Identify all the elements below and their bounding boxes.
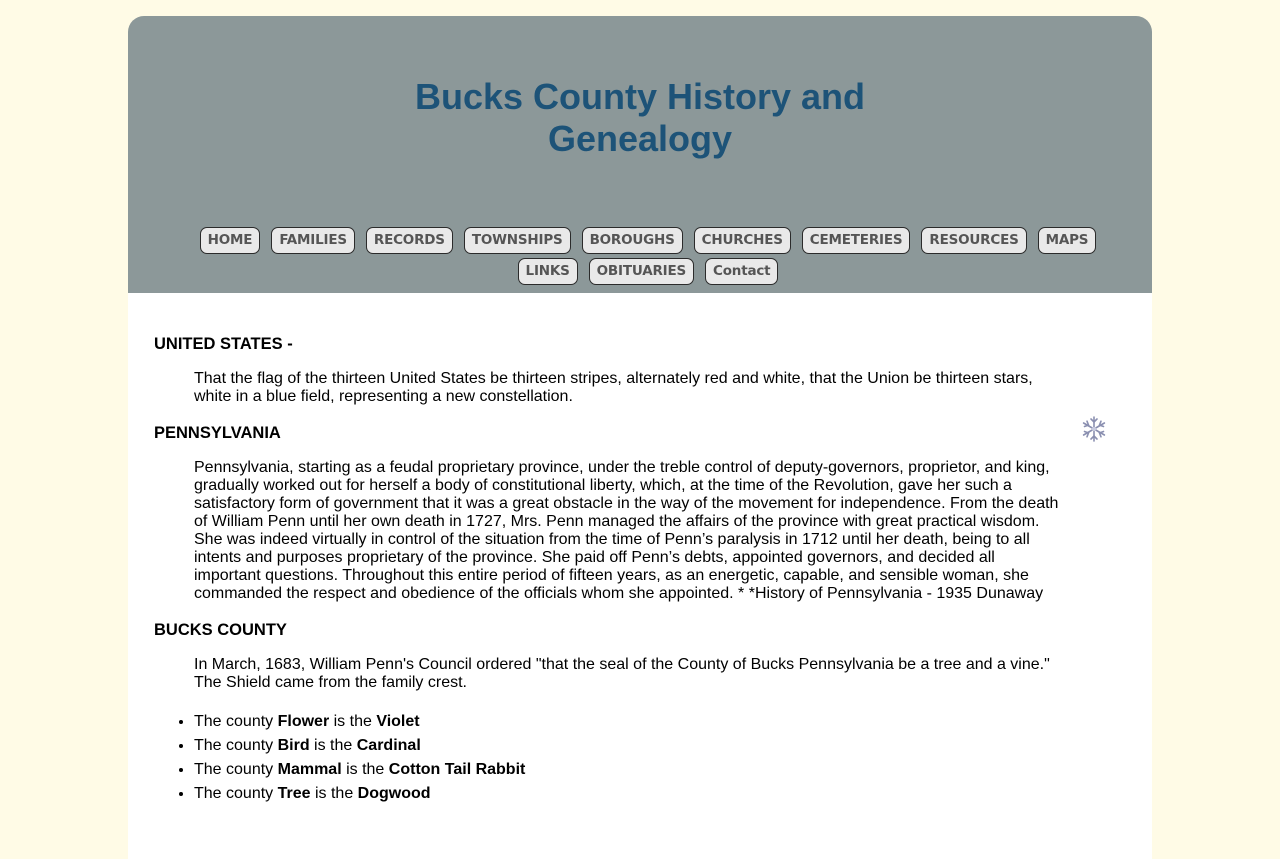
nav-home[interactable]: HOME <box>200 227 261 254</box>
list-item <box>194 710 1126 734</box>
main-content <box>128 293 1152 859</box>
list-item <box>194 734 1126 758</box>
text-pennsylvania: Pennsylvania, starting as a feudal proprietary province, under the treble control of deputy-governors, proprietor, and king, gradually worked out for herself a body of constitutional liberty, which, at the time of the Revolution, gave her such a satisfactory form of government that it was a great obstacle in the way of the movement for independence. From the death of William Penn until her own death in 1727, Mrs. Penn managed the affairs of the province with great practical wisdom. She was indeed virtually in control of the situation from the time of Penn’s paralysis in 1712 until her death, being to all intents and purposes proprietary of the province. She paid off Penn’s debts, appointed governors, and decided all important questions. Throughout this entire period of fifteen years, as an energetic, capable, and sensible woman, she commanded the respect and obedience of the officials whom she appointed. * *History of Pennsylvania - 1935 Dunaway <box>194 459 1059 602</box>
nav-links[interactable]: LINKS <box>518 258 578 285</box>
site-title-line-1: Bucks County History and <box>414 76 866 117</box>
nav-obituaries[interactable]: OBITUARIES <box>589 258 694 285</box>
emblem-kind: Tree <box>277 785 311 802</box>
nav-contact[interactable]: Contact <box>705 258 778 285</box>
heading-pennsylvania: PENNSYLVANIA <box>154 424 281 442</box>
nav-resources[interactable]: RESOURCES <box>921 227 1026 254</box>
text-bucks-county: In March, 1683, William Penn's Council ordered "that the seal of the County of Bucks Pennsylvania be a tree and a vine." The Shield came from the family crest. <box>194 656 1050 691</box>
main-nav <box>168 227 1128 285</box>
snowflake-icon <box>1080 415 1108 443</box>
emblem-kind: Mammal <box>277 761 342 778</box>
heading-united-states: UNITED STATES - <box>154 335 293 353</box>
nav-maps[interactable]: MAPS <box>1038 227 1097 254</box>
emblem-prefix: The county <box>194 761 278 778</box>
emblem-connector: is the <box>309 737 357 754</box>
emblem-prefix: The county <box>194 737 278 754</box>
nav-churches[interactable]: CHURCHES <box>694 227 791 254</box>
page-container <box>128 16 1152 859</box>
site-header <box>128 16 1152 293</box>
list-item <box>194 758 1126 782</box>
nav-records[interactable]: RECORDS <box>366 227 453 254</box>
site-title-line-2: Genealogy <box>547 118 733 159</box>
emblem-connector: is the <box>341 761 389 778</box>
county-emblems-list <box>154 710 1126 806</box>
emblem-value: Cotton Tail Rabbit <box>388 761 526 778</box>
nav-townships[interactable]: TOWNSHIPS <box>464 227 571 254</box>
emblem-value: Cardinal <box>356 737 421 754</box>
site-title <box>128 76 1152 160</box>
emblem-prefix: The county <box>194 713 278 730</box>
emblem-prefix: The county <box>194 785 278 802</box>
nav-cemeteries[interactable]: CEMETERIES <box>802 227 911 254</box>
emblem-value: Violet <box>376 713 420 730</box>
emblem-value: Dogwood <box>357 785 431 802</box>
heading-bucks-county: BUCKS COUNTY <box>154 621 287 639</box>
emblem-kind: Bird <box>277 737 310 754</box>
nav-boroughs[interactable]: BOROUGHS <box>582 227 683 254</box>
emblem-connector: is the <box>329 713 377 730</box>
emblem-connector: is the <box>310 785 358 802</box>
list-item <box>194 782 1126 806</box>
emblem-kind: Flower <box>277 713 330 730</box>
nav-families[interactable]: FAMILIES <box>271 227 355 254</box>
text-united-states: That the flag of the thirteen United States be thirteen stripes, alternately red and white, that the Union be thirteen stars, white in a blue field, representing a new constellation. <box>194 370 1033 405</box>
